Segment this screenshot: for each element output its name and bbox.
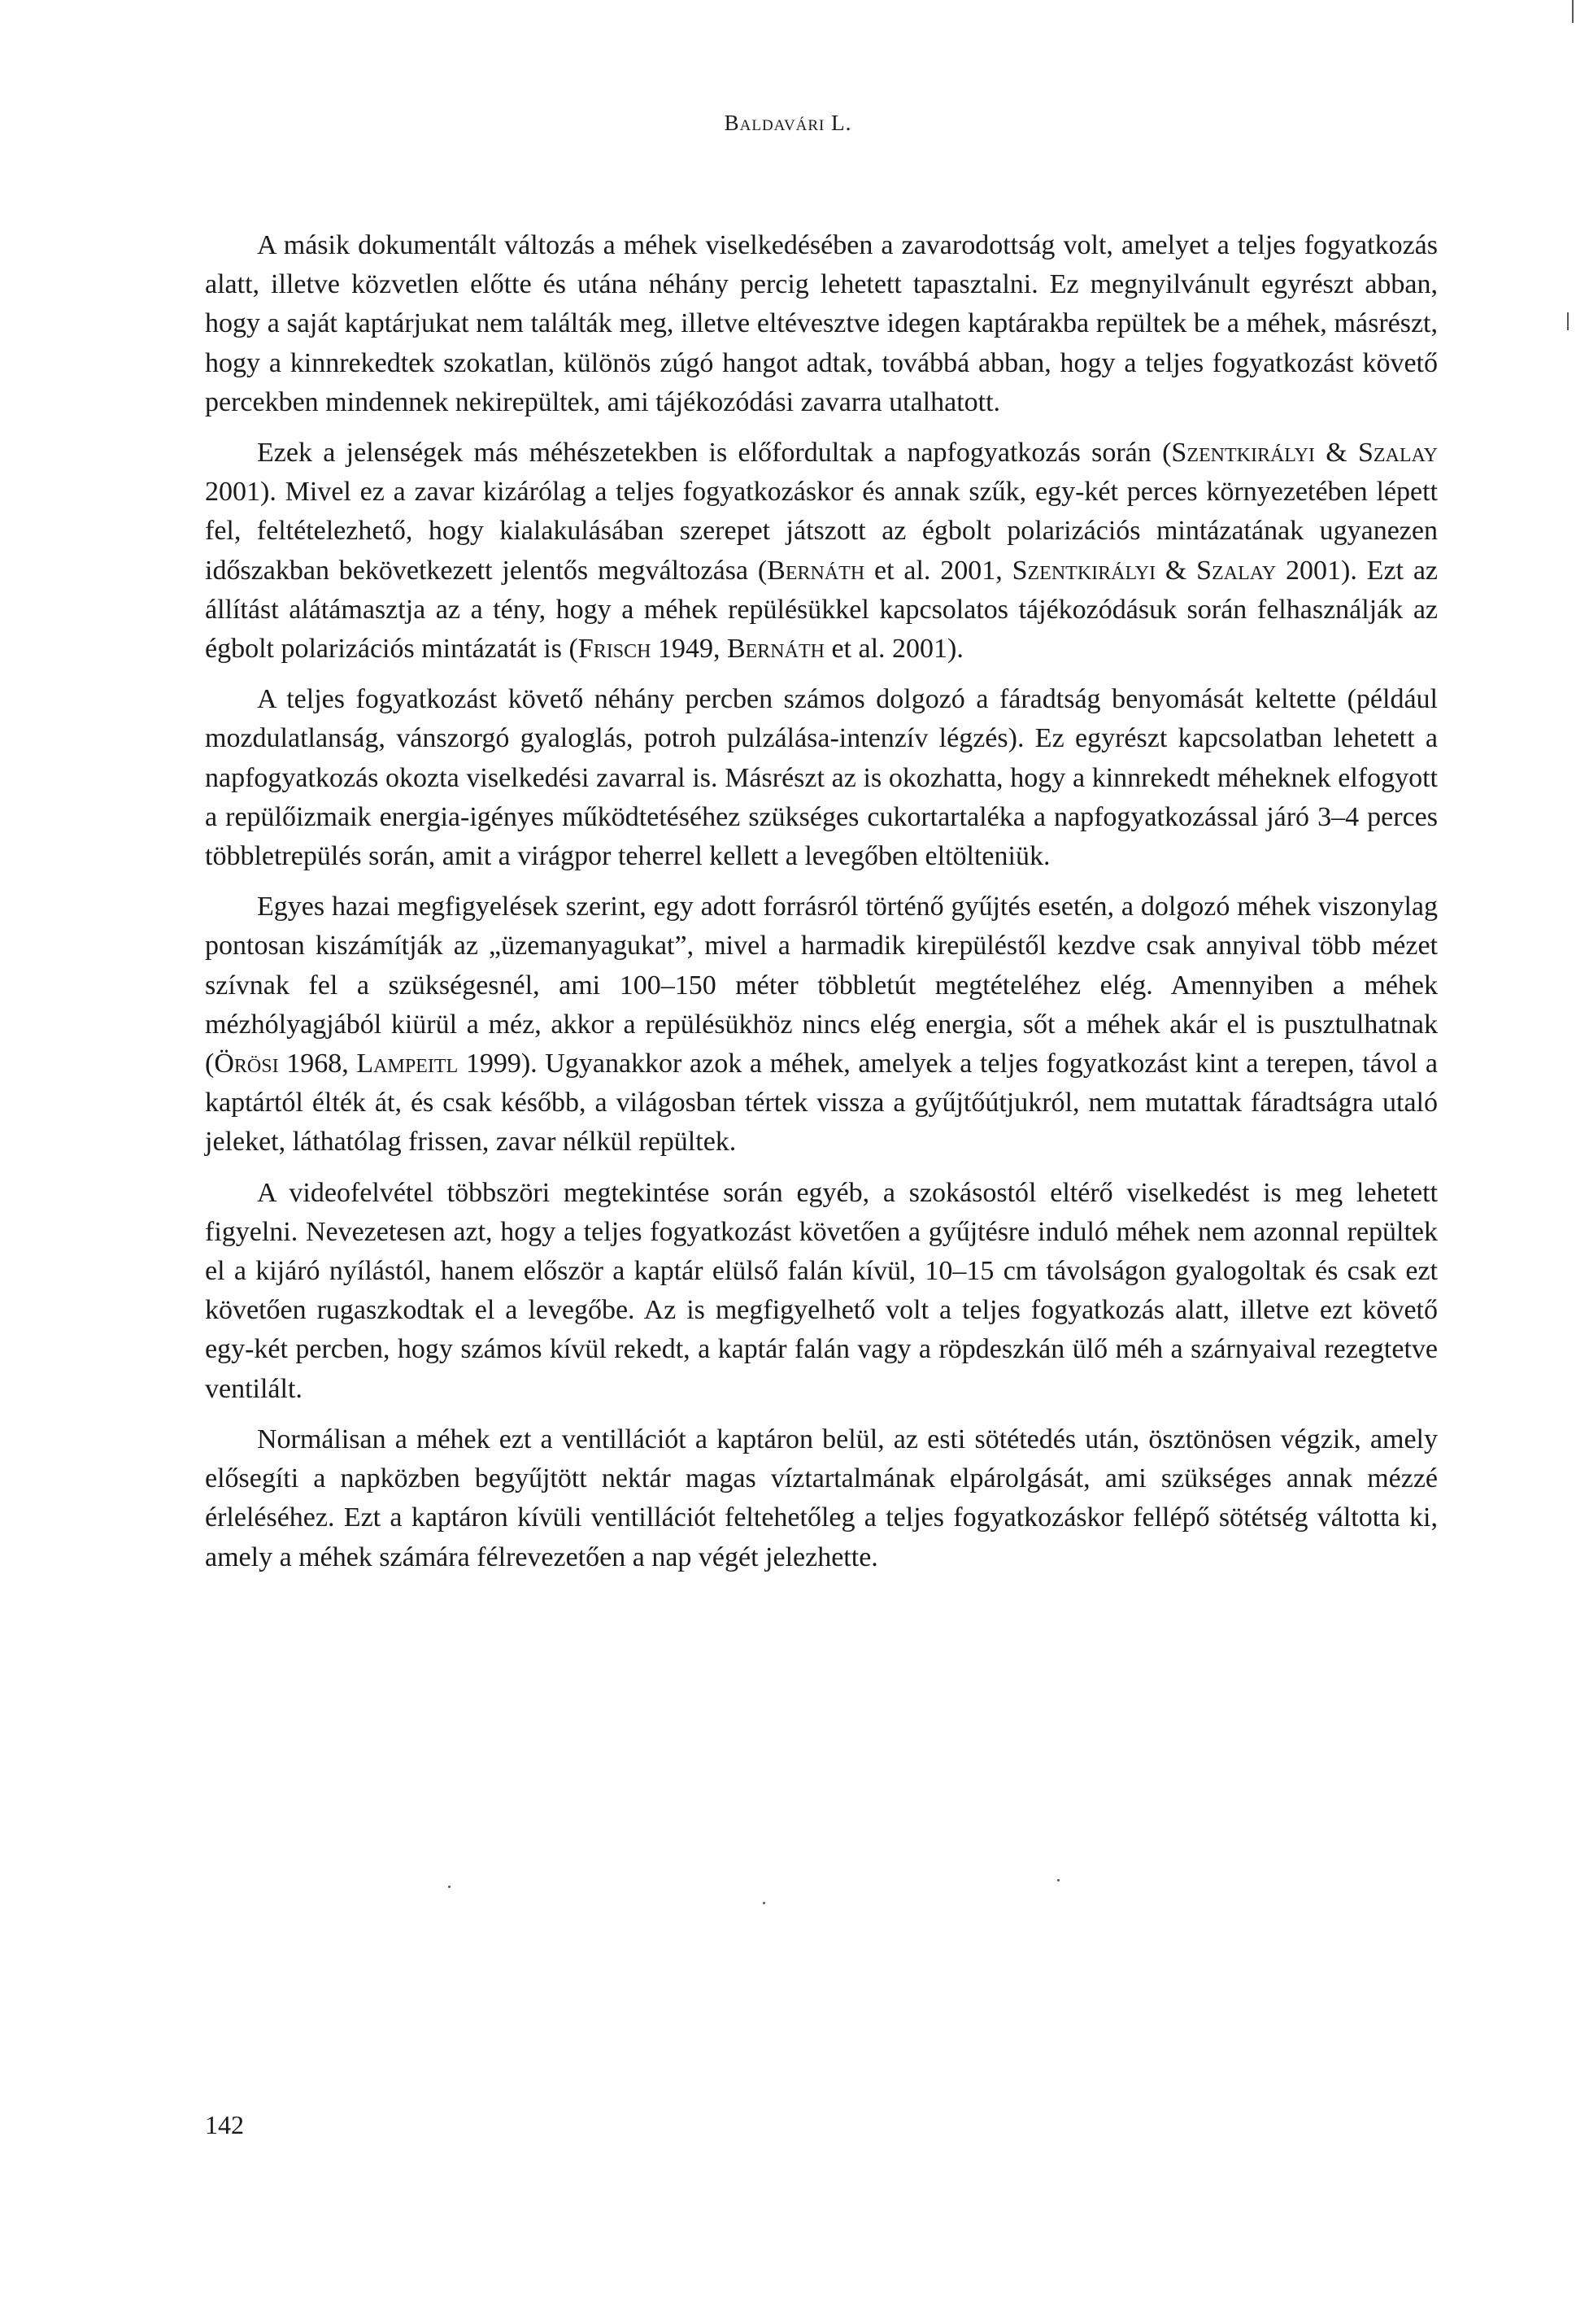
paragraph-1: A másik dokumentált változás a méhek viselkedésében a zavarodottság volt, amelyet a teljes fogyatkozás alatt, illetve közvetlen előtte és utána néhány percig lehetett tapasztalni. Ez megnyilvánult egyrészt abban, hogy a saját kaptárjukat nem találták meg, illetve eltévesztve idegen kaptárakba repültek be a méhek, másrészt, hogy a kinnrekedtek szokatlan, különös zúgó hangot adtak, továbbá abban, hogy a teljes fogyatkozást követő percekben mindennek nekirepültek, ami tájékozódási zavarra utalhatott. [205,230,1438,417]
paragraph-5: A videofelvétel többszöri megtekintése során egyéb, a szokásostól eltérő viselkedést is meg lehetett figyelni. Nevezetesen azt, hogy a teljes fogyatkozást követően a gyűjtésre induló méhek nem azonnal repültek el a kijáró nyílástól, hanem először a kaptár elülső falán kívül, 10–15 cm távolságon gyalogoltak és csak ezt követően rugaszkodtak el a levegőbe. Az is megfigyelhető volt a teljes fogyatkozás alatt, illetve ezt követő egy-két percben, hogy számos kívül rekedt, a kaptár falán vagy a röpdeszkán ülő méh a szárnyaival rezegtetve ventilált. [205,1177,1438,1404]
text-run: et al. 2001). [824,634,964,665]
text-run: 2001). Mivel ez a zavar kizárólag a teljes fogyatkozáskor és annak szűk, egy-két perces környezetében lépett fel, feltételezhető, hogy kialakulásában szerepet játszott az égbolt polarizációs mintázatának ugyanezen időszakban bekövetkezett jelentős megváltozása ( [205,477,1438,586]
author-citation: Lampeitl [356,1049,459,1079]
author-citation: Bernáth [767,555,865,586]
author-citation: Örösi [214,1049,279,1079]
running-head: Baldavári L. [724,111,852,135]
scan-speck [1572,0,1574,23]
author-citation: Szentkirályi [1012,555,1156,586]
author-citation: Szalay [1357,438,1439,469]
body-text [205,226,1438,1589]
paragraph-4 [205,887,1438,1162]
author-citation: Bernáth [726,634,825,665]
author-citation: Szentkirályi [1171,438,1315,469]
paragraph-2 [205,434,1438,669]
text-run: 1999). Ugyanakkor azok a méhek, amelyek a teljes fogyatkozást kint a terepen, távol a kaptártól élték át, és csak később, a világosban tértek vissza a gyűjtőútjukról, nem mutattak fáradtságra utaló jeleket, láthatólag frissen, zavar nélkül repültek. [205,1049,1439,1158]
paragraph-6: Normálisan a méhek ezt a ventillációt a kaptáron belül, az esti sötétedés után, ösztönösen végzik, amely elősegíti a napközben begyűjtött nektár magas víztartalmának elpárolgását, ami szükséges annak mézzé érleléséhez. Ezt a kaptáron kívüli ventillációt feltehetőleg a teljes fogyatkozáskor fellépő sötétség váltotta ki, amely a méhek számára félrevezetően a nap végét jelezhette. [205,1424,1438,1572]
text-run: 1968, [278,1049,357,1079]
page-number: 142 [205,2110,244,2139]
scan-speck [763,1902,765,1904]
text-run: et al. 2001, [864,555,1012,586]
text-run: & [1314,438,1358,469]
scan-speck [448,1886,451,1888]
text-run: & [1156,555,1197,586]
author-citation: Frisch [577,634,651,665]
text-run: Egyes hazai megfigyelések szerint, egy adott forrásról történő gyűjtés esetén, a dolgozó méhek viszonylag pontosan kiszámítják az „üzemanyagukat”, mivel a harmadik kirepüléstől kezdve csak annyival több mézet szívnak fel a szükségesnél, ami 100–150 méter többletút megtételéhez elég. Amennyiben a méhek mézhólyagjából kiürül a méz, akkor a repülésükhöz nincs elég energia, sőt a méhek akár el is pusztulhatnak ( [205,892,1438,1079]
text-run: 2001). Ezt az állítást alátámasztja az a tény, hogy a méhek repülésükkel kapcsolatos tájékozódásuk során felhasználják az égbolt polarizációs mintázatát is ( [205,555,1439,665]
author-citation: Szalay [1196,555,1277,586]
text-run: 1949, [651,634,727,665]
text-run: Ezek a jelenségek más méhészetekben is előfordultak a napfogyatkozás során ( [257,438,1172,469]
scan-speck [1057,1879,1060,1881]
paragraph-3: A teljes fogyatkozást követő néhány percben számos dolgozó a fáradtság benyomását keltette (például mozdulatlanság, vánszorgó gyaloglás, potroh pulzálása-intenzív légzés). Ez egyrészt kapcsolatban lehetett a napfogyatkozás okozta viselkedési zavarral is. Másrészt az is okozhatta, hogy a kinnrekedt méheknek elfogyott a repülőizmaik energia-igényes működtetéséhez szükséges cukortartaléka a napfogyatkozással járó 3–4 perces többletrepülés során, amit a virágpor teherrel kellett a levegőben eltölteniük. [205,684,1438,872]
scan-speck [1567,312,1569,330]
